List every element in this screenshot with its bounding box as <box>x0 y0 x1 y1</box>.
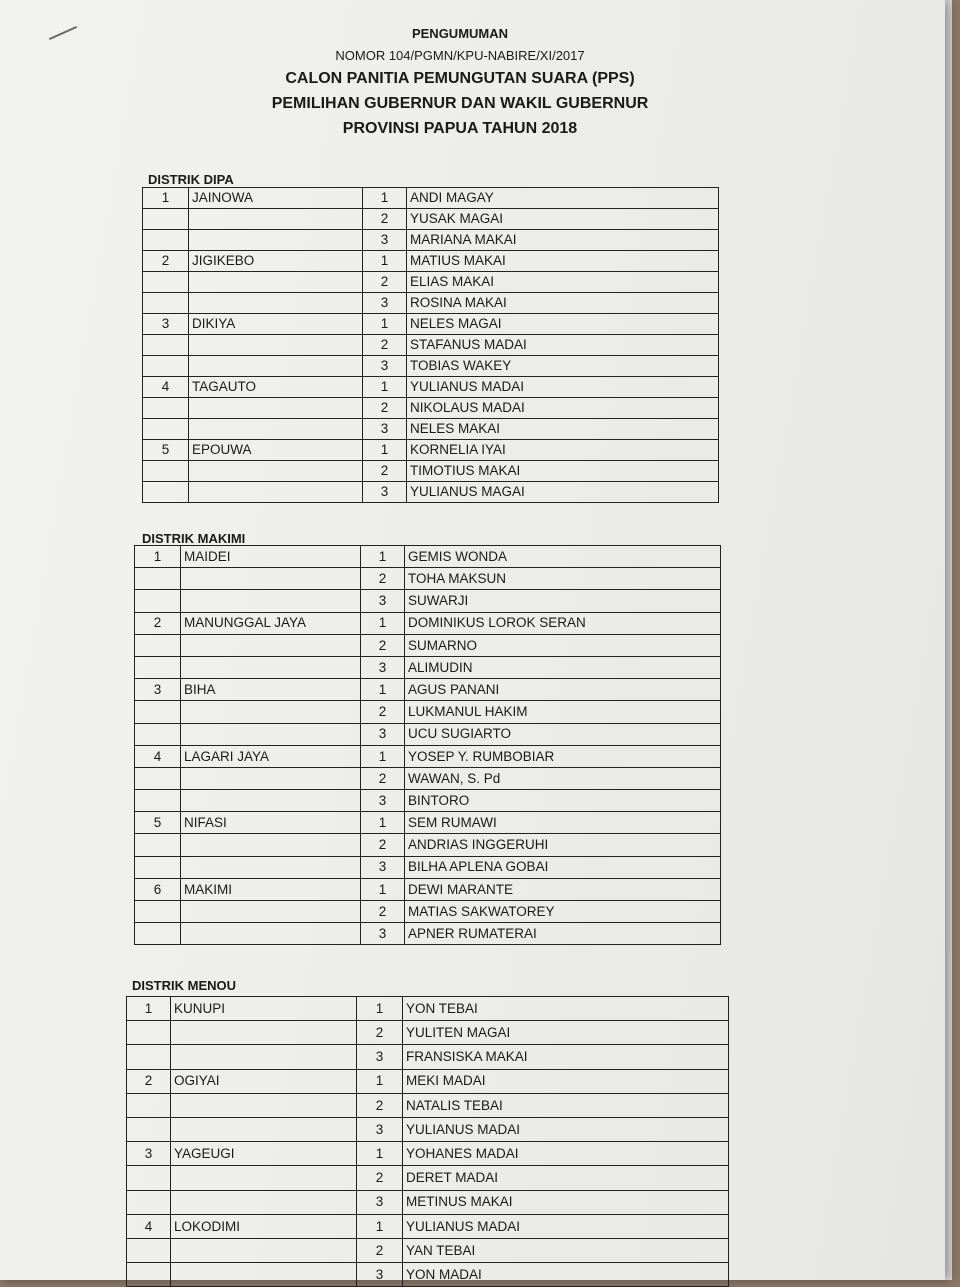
row-number: 3 <box>127 1142 171 1166</box>
village-name: MAKIMI <box>181 878 361 900</box>
village-name <box>181 767 361 789</box>
candidate-name: ALIMUDIN <box>405 656 721 678</box>
header-line2: NOMOR 104/PGMN/KPU-NABIRE/XI/2017 <box>335 48 585 63</box>
candidate-name: SEM RUMAWI <box>405 812 721 834</box>
candidate-name: BILHA APLENA GOBAI <box>405 856 721 878</box>
candidate-name: WAWAN, S. Pd <box>405 767 721 789</box>
row-number <box>135 767 181 789</box>
header-number-wrap <box>180 48 740 63</box>
candidate-number: 1 <box>357 997 403 1021</box>
district-title: DISTRIK MENOU <box>132 978 236 993</box>
candidate-name: ANDRIAS INGGERUHI <box>405 834 721 856</box>
candidate-name: STAFANUS MADAI <box>407 335 719 356</box>
candidate-name: TOHA MAKSUN <box>405 568 721 590</box>
candidate-number: 3 <box>357 1190 403 1214</box>
village-name: LAGARI JAYA <box>181 745 361 767</box>
village-name: DIKIYA <box>189 314 363 335</box>
header-line4: PEMILIHAN GUBERNUR DAN WAKIL GUBERNUR <box>271 95 649 112</box>
row-number <box>143 398 189 419</box>
row-number <box>135 856 181 878</box>
table-row <box>143 272 719 293</box>
candidate-name: YULITEN MAGAI <box>403 1021 729 1045</box>
row-number <box>143 461 189 482</box>
candidate-name: TIMOTIUS MAKAI <box>407 461 719 482</box>
candidate-name: UCU SUGIARTO <box>405 723 721 745</box>
village-name <box>189 293 363 314</box>
table-row <box>143 188 719 209</box>
candidate-name: DOMINIKUS LOROK SERAN <box>405 612 721 634</box>
candidate-number: 1 <box>357 1069 403 1093</box>
candidate-name: TOBIAS WAKEY <box>407 356 719 377</box>
village-name: KUNUPI <box>171 997 357 1021</box>
village-name <box>181 634 361 656</box>
table-row <box>127 1117 729 1141</box>
row-number: 3 <box>135 679 181 701</box>
candidate-name: YON TEBAI <box>403 997 729 1021</box>
row-number: 5 <box>135 812 181 834</box>
candidate-number: 1 <box>357 1214 403 1238</box>
candidate-number: 2 <box>357 1166 403 1190</box>
candidate-number: 2 <box>361 634 405 656</box>
village-name <box>181 790 361 812</box>
row-number <box>143 230 189 251</box>
village-name <box>181 923 361 945</box>
candidate-number: 2 <box>363 335 407 356</box>
candidate-number: 1 <box>363 314 407 335</box>
table-row <box>127 1093 729 1117</box>
candidate-number: 1 <box>363 188 407 209</box>
table-row <box>143 314 719 335</box>
village-name <box>189 419 363 440</box>
candidate-number: 2 <box>363 272 407 293</box>
row-number <box>127 1093 171 1117</box>
candidate-name: SUWARJI <box>405 590 721 612</box>
table-row <box>127 1069 729 1093</box>
candidate-number: 3 <box>363 230 407 251</box>
row-number <box>143 272 189 293</box>
candidate-number: 1 <box>361 679 405 701</box>
row-number <box>127 1021 171 1045</box>
candidate-name: AGUS PANANI <box>405 679 721 701</box>
candidate-name: LUKMANUL HAKIM <box>405 701 721 723</box>
row-number: 4 <box>143 377 189 398</box>
village-name <box>171 1093 357 1117</box>
district-table <box>142 187 719 503</box>
candidate-name: MATIUS MAKAI <box>407 251 719 272</box>
village-name <box>171 1117 357 1141</box>
table-row <box>127 1021 729 1045</box>
table-row <box>135 790 721 812</box>
table-row <box>135 745 721 767</box>
candidate-number: 1 <box>363 440 407 461</box>
row-number <box>143 335 189 356</box>
table-row <box>135 590 721 612</box>
candidate-name: DEWI MARANTE <box>405 878 721 900</box>
village-name: OGIYAI <box>171 1069 357 1093</box>
candidate-number: 1 <box>361 612 405 634</box>
table-row <box>135 901 721 923</box>
candidate-number: 1 <box>361 812 405 834</box>
village-name <box>189 482 363 503</box>
village-name <box>189 209 363 230</box>
candidate-number: 1 <box>361 878 405 900</box>
candidate-name: YULIANUS MADAI <box>403 1117 729 1141</box>
district-title: DISTRIK MAKIMI <box>142 531 246 546</box>
table-row <box>143 251 719 272</box>
village-name <box>189 335 363 356</box>
candidate-number: 1 <box>363 377 407 398</box>
village-name: BIHA <box>181 679 361 701</box>
candidate-number: 3 <box>363 356 407 377</box>
table-row <box>135 656 721 678</box>
row-number <box>127 1117 171 1141</box>
table-row <box>127 1166 729 1190</box>
village-name <box>189 230 363 251</box>
table-row <box>135 679 721 701</box>
row-number: 2 <box>143 251 189 272</box>
candidate-name: GEMIS WONDA <box>405 546 721 568</box>
row-number <box>135 656 181 678</box>
district-table <box>134 545 721 945</box>
village-name: TAGAUTO <box>189 377 363 398</box>
table-row <box>127 1190 729 1214</box>
table-row <box>135 834 721 856</box>
candidate-number: 3 <box>361 656 405 678</box>
row-number: 1 <box>135 546 181 568</box>
village-name: JIGIKEBO <box>189 251 363 272</box>
table-row <box>127 1238 729 1262</box>
candidate-name: YOHANES MADAI <box>403 1142 729 1166</box>
row-number: 5 <box>143 440 189 461</box>
village-name <box>171 1045 357 1069</box>
candidate-number: 3 <box>361 856 405 878</box>
candidate-name: MARIANA MAKAI <box>407 230 719 251</box>
village-name <box>171 1190 357 1214</box>
row-number: 4 <box>135 745 181 767</box>
candidate-name: DERET MADAI <box>403 1166 729 1190</box>
row-number <box>127 1166 171 1190</box>
candidate-number: 1 <box>361 745 405 767</box>
candidate-number: 3 <box>361 723 405 745</box>
candidate-number: 3 <box>363 419 407 440</box>
candidate-number: 3 <box>361 923 405 945</box>
table-row <box>135 634 721 656</box>
candidate-number: 3 <box>363 293 407 314</box>
table-row <box>143 293 719 314</box>
candidate-name: YULIANUS MADAI <box>407 377 719 398</box>
header-title3-wrap <box>180 120 740 138</box>
row-number <box>127 1238 171 1262</box>
row-number <box>143 356 189 377</box>
village-name <box>171 1166 357 1190</box>
table-row <box>135 878 721 900</box>
district-table <box>126 996 729 1287</box>
row-number <box>135 923 181 945</box>
candidate-number: 2 <box>363 461 407 482</box>
candidate-number: 3 <box>361 590 405 612</box>
table-row <box>135 568 721 590</box>
candidate-name: MEKI MADAI <box>403 1069 729 1093</box>
candidate-name: YULIANUS MADAI <box>403 1214 729 1238</box>
candidate-name: NATALIS TEBAI <box>403 1093 729 1117</box>
village-name <box>189 461 363 482</box>
candidate-name: FRANSISKA MAKAI <box>403 1045 729 1069</box>
row-number: 3 <box>143 314 189 335</box>
village-name <box>181 656 361 678</box>
row-number <box>135 701 181 723</box>
village-name <box>171 1021 357 1045</box>
row-number <box>135 723 181 745</box>
candidate-name: METINUS MAKAI <box>403 1190 729 1214</box>
header-line5: PROVINSI PAPUA TAHUN 2018 <box>342 120 578 137</box>
doc-header <box>180 26 740 41</box>
village-name: MANUNGGAL JAYA <box>181 612 361 634</box>
table-row <box>143 230 719 251</box>
candidate-number: 3 <box>363 482 407 503</box>
row-number <box>143 293 189 314</box>
candidate-name: YUSAK MAGAI <box>407 209 719 230</box>
row-number <box>135 834 181 856</box>
row-number <box>143 419 189 440</box>
table-row <box>127 1263 729 1287</box>
village-name: EPOUWA <box>189 440 363 461</box>
row-number <box>143 209 189 230</box>
table-row <box>143 335 719 356</box>
row-number <box>135 634 181 656</box>
village-name <box>181 568 361 590</box>
candidate-name: SUMARNO <box>405 634 721 656</box>
row-number: 1 <box>127 997 171 1021</box>
village-name <box>189 356 363 377</box>
table-row <box>127 1045 729 1069</box>
row-number <box>127 1190 171 1214</box>
candidate-number: 2 <box>357 1238 403 1262</box>
row-number <box>127 1263 171 1287</box>
village-name <box>181 701 361 723</box>
table-row <box>143 356 719 377</box>
village-name: JAINOWA <box>189 188 363 209</box>
candidate-number: 2 <box>361 834 405 856</box>
candidate-name: NELES MAKAI <box>407 419 719 440</box>
candidate-number: 2 <box>363 398 407 419</box>
village-name <box>189 272 363 293</box>
row-number: 6 <box>135 878 181 900</box>
candidate-number: 1 <box>363 251 407 272</box>
row-number: 2 <box>127 1069 171 1093</box>
candidate-name: ANDI MAGAY <box>407 188 719 209</box>
village-name <box>181 901 361 923</box>
candidate-name: YON MADAI <box>403 1263 729 1287</box>
table-row <box>135 546 721 568</box>
table-row <box>143 377 719 398</box>
header-line1: PENGUMUMAN <box>411 26 509 41</box>
candidate-name: NELES MAGAI <box>407 314 719 335</box>
table-row <box>143 398 719 419</box>
row-number: 1 <box>143 188 189 209</box>
village-name <box>181 834 361 856</box>
village-name <box>171 1263 357 1287</box>
table-row <box>135 856 721 878</box>
village-name <box>181 723 361 745</box>
table-row <box>127 997 729 1021</box>
village-name: YAGEUGI <box>171 1142 357 1166</box>
candidate-number: 3 <box>357 1117 403 1141</box>
table-row <box>135 612 721 634</box>
candidate-name: ELIAS MAKAI <box>407 272 719 293</box>
table-row <box>143 461 719 482</box>
table-row <box>143 482 719 503</box>
candidate-number: 2 <box>361 901 405 923</box>
village-name <box>189 398 363 419</box>
candidate-name: MATIAS SAKWATOREY <box>405 901 721 923</box>
row-number <box>143 482 189 503</box>
table-row <box>143 209 719 230</box>
table-row <box>135 812 721 834</box>
village-name <box>181 590 361 612</box>
header-title-wrap <box>180 70 740 88</box>
row-number <box>135 790 181 812</box>
village-name: MAIDEI <box>181 546 361 568</box>
candidate-name: YAN TEBAI <box>403 1238 729 1262</box>
row-number <box>135 568 181 590</box>
candidate-number: 2 <box>357 1093 403 1117</box>
row-number <box>127 1045 171 1069</box>
district-title: DISTRIK DIPA <box>148 172 234 187</box>
candidate-number: 2 <box>361 767 405 789</box>
candidate-name: BINTORO <box>405 790 721 812</box>
candidate-number: 2 <box>363 209 407 230</box>
candidate-name: KORNELIA IYAI <box>407 440 719 461</box>
header-line3: CALON PANITIA PEMUNGUTAN SUARA (PPS) <box>285 70 635 87</box>
village-name <box>171 1238 357 1262</box>
header-title2-wrap <box>180 95 740 113</box>
table-row <box>135 701 721 723</box>
candidate-name: APNER RUMATERAI <box>405 923 721 945</box>
candidate-number: 3 <box>361 790 405 812</box>
village-name: NIFASI <box>181 812 361 834</box>
candidate-number: 2 <box>361 701 405 723</box>
candidate-number: 2 <box>357 1021 403 1045</box>
candidate-number: 1 <box>361 546 405 568</box>
table-row <box>143 419 719 440</box>
candidate-name: ROSINA MAKAI <box>407 293 719 314</box>
candidate-number: 2 <box>361 568 405 590</box>
row-number <box>135 590 181 612</box>
candidate-name: YULIANUS MAGAI <box>407 482 719 503</box>
candidate-number: 1 <box>357 1142 403 1166</box>
candidate-name: YOSEP Y. RUMBOBIAR <box>405 745 721 767</box>
candidate-number: 3 <box>357 1045 403 1069</box>
table-row <box>127 1214 729 1238</box>
table-row <box>135 923 721 945</box>
candidate-number: 3 <box>357 1263 403 1287</box>
table-row <box>143 440 719 461</box>
row-number: 4 <box>127 1214 171 1238</box>
table-row <box>135 723 721 745</box>
table-row <box>135 767 721 789</box>
village-name <box>181 856 361 878</box>
village-name: LOKODIMI <box>171 1214 357 1238</box>
row-number <box>135 901 181 923</box>
table-row <box>127 1142 729 1166</box>
candidate-name: NIKOLAUS MADAI <box>407 398 719 419</box>
pen-mark <box>49 26 77 40</box>
row-number: 2 <box>135 612 181 634</box>
